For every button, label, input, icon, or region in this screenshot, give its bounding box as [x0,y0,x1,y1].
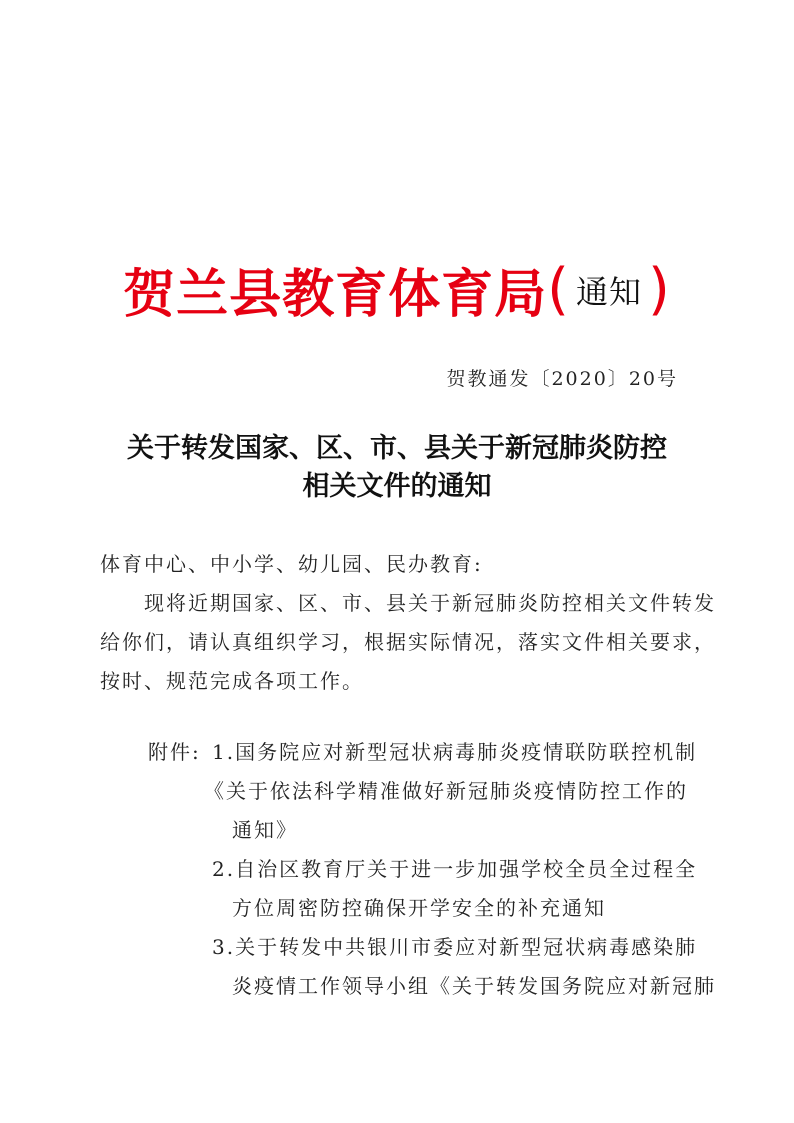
attachment-continuation [148,967,716,1006]
attachment-continuation [148,772,708,811]
attachment-line: 《关于依法科学精准做好新冠肺炎疫情防控工作的 [204,779,688,803]
spacer [148,889,212,928]
spacer [148,772,212,811]
attachment-continuation [148,811,708,850]
document-number: 贺教通发〔2020〕20号 [446,368,678,390]
spacer [148,850,212,889]
attachment-item [148,850,708,889]
attachments-list [148,733,716,1006]
document-type: 通知 [576,272,643,311]
masthead-close-paren: ) [648,257,671,322]
attachment-line: 炎疫情工作领导小组《关于转发国务院应对新冠肺 [232,974,716,998]
attachments-label: 附件: [148,740,201,764]
spacer [148,967,212,1006]
issuing-organization: 贺兰县教育体育局 [123,265,548,325]
attachment-line: 1.国务院应对新型冠状病毒肺炎疫情联防联控机制 [212,740,698,764]
attachment-item [148,733,708,772]
attachment-line: 通知》 [232,818,298,842]
masthead-open-paren: ( [547,257,570,322]
attachment-line: 3.关于转发中共银川市委应对新型冠状病毒感染肺 [212,935,698,959]
document-body [100,545,716,701]
attachment-item [148,928,708,967]
spacer [148,811,212,850]
masthead [0,252,794,327]
recipients: 体育中心、中小学、幼儿园、民办教育: [100,552,483,576]
body-paragraph-line: 按时、规范完成各项工作。 [100,669,364,693]
body-paragraph-line: 现将近期国家、区、市、县关于新冠肺炎防控相关文件转发 [144,591,716,615]
attachment-line: 2.自治区教育厅关于进一步加强学校全员全过程全 [212,857,698,881]
attachment-continuation [148,889,708,928]
attachment-line: 方位周密防控确保开学安全的补充通知 [232,896,606,920]
title-line: 关于转发国家、区、市、县关于新冠肺炎防控 [127,433,667,464]
document-title [0,430,794,506]
title-line: 相关文件的通知 [302,471,492,502]
spacer [148,928,212,967]
body-paragraph-line: 给你们，请认真组织学习，根据实际情况，落实文件相关要求， [100,630,716,654]
